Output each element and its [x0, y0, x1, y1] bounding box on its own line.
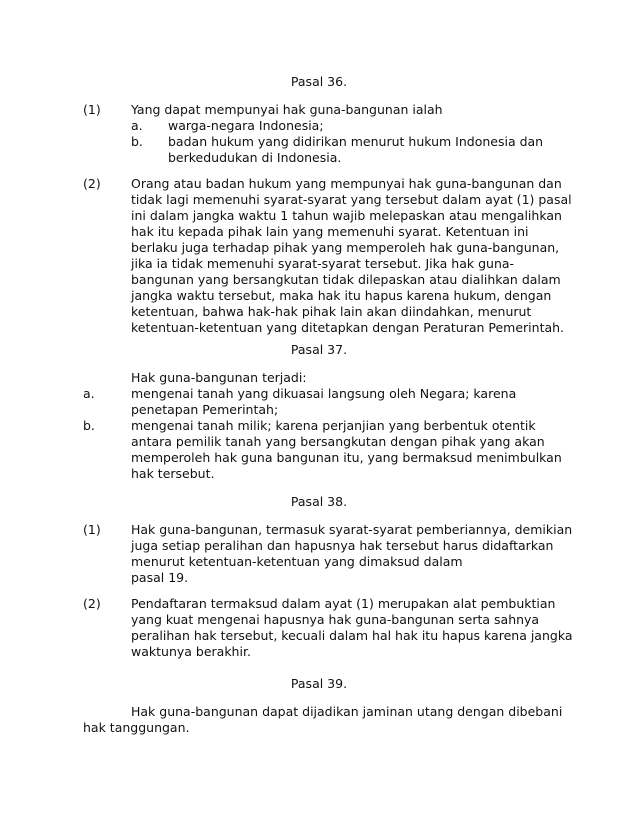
paragraph-line: ketentuan-ketentuan yang ditetapkan dengan Peraturan Pemerintah.: [131, 320, 565, 335]
paragraph-line: hak itu kepada pihak lain yang memenuhi syarat. Ketentuan ini: [131, 224, 529, 239]
paragraph-line: hak tanggungan.: [83, 720, 190, 735]
list-marker: a.: [131, 118, 143, 133]
pasal-38-title: Pasal 38.: [290, 494, 348, 509]
item-number: (1): [83, 102, 101, 117]
list-item-text: badan hukum yang didirikan menurut hukum Indonesia dan: [168, 134, 544, 149]
item-number: (1): [83, 522, 101, 537]
paragraph-line: ini dalam jangka waktu 1 tahun wajib melepaskan atau mengalihkan: [131, 208, 562, 223]
list-item-text: penetapan Pemerintah;: [131, 402, 279, 417]
list-item-text: berkedudukan di Indonesia.: [168, 150, 342, 165]
paragraph-line: berlaku juga terhadap pihak yang memperoleh hak guna-bangunan,: [131, 240, 560, 255]
paragraph-line: Hak guna-bangunan dapat dijadikan jaminan utang dengan dibebani: [131, 704, 563, 719]
paragraph-line: Hak guna-bangunan terjadi:: [131, 370, 307, 385]
pasal-36-title: Pasal 36.: [290, 74, 348, 89]
list-item-text: warga-negara Indonesia;: [168, 118, 324, 133]
list-item-text: mengenai tanah yang dikuasai langsung oleh Negara; karena: [131, 386, 517, 401]
paragraph-line: pasal 19.: [131, 570, 189, 585]
paragraph-line: Hak guna-bangunan, termasuk syarat-syarat pemberiannya, demikian: [131, 522, 573, 537]
list-marker: b.: [131, 134, 143, 149]
paragraph-line: Yang dapat mempunyai hak guna-bangunan ialah: [131, 102, 443, 117]
list-marker: a.: [83, 386, 95, 401]
paragraph-line: ketentuan, bahwa hak-hak pihak lain akan diindahkan, menurut: [131, 304, 532, 319]
list-item-text: mengenai tanah milik; karena perjanjian yang berbentuk otentik: [131, 418, 536, 433]
paragraph-line: peralihan hak tersebut, kecuali dalam hal hak itu hapus karena jangka: [131, 628, 573, 643]
list-item-text: memperoleh hak guna bangunan itu, yang bermaksud menimbulkan: [131, 450, 562, 465]
item-number: (2): [83, 596, 101, 611]
paragraph-line: menurut ketentuan-ketentuan yang dimaksud dalam: [131, 554, 463, 569]
paragraph-line: tidak lagi memenuhi syarat-syarat yang tersebut dalam ayat (1) pasal: [131, 192, 572, 207]
pasal-39-title: Pasal 39.: [290, 676, 348, 691]
paragraph-line: jika ia tidak memenuhi syarat-syarat tersebut. Jika hak guna-: [131, 256, 515, 271]
paragraph-line: Pendaftaran termaksud dalam ayat (1) merupakan alat pembuktian: [131, 596, 556, 611]
pasal-37-title: Pasal 37.: [290, 342, 348, 357]
paragraph-line: bangunan yang bersangkutan tidak dilepaskan atau dialihkan dalam: [131, 272, 561, 287]
list-marker: b.: [83, 418, 95, 433]
paragraph-line: jangka waktu tersebut, maka hak itu hapus karena hukum, dengan: [131, 288, 552, 303]
paragraph-line: waktunya berakhir.: [131, 644, 251, 659]
item-number: (2): [83, 176, 101, 191]
paragraph-line: Orang atau badan hukum yang mempunyai hak guna-bangunan dan: [131, 176, 562, 191]
list-item-text: hak tersebut.: [131, 466, 215, 481]
list-item-text: antara pemilik tanah yang bersangkutan dengan pihak yang akan: [131, 434, 545, 449]
paragraph-line: yang kuat mengenai hapusnya hak guna-bangunan serta sahnya: [131, 612, 540, 627]
paragraph-line: juga setiap peralihan dan hapusnya hak tersebut harus didaftarkan: [131, 538, 554, 553]
